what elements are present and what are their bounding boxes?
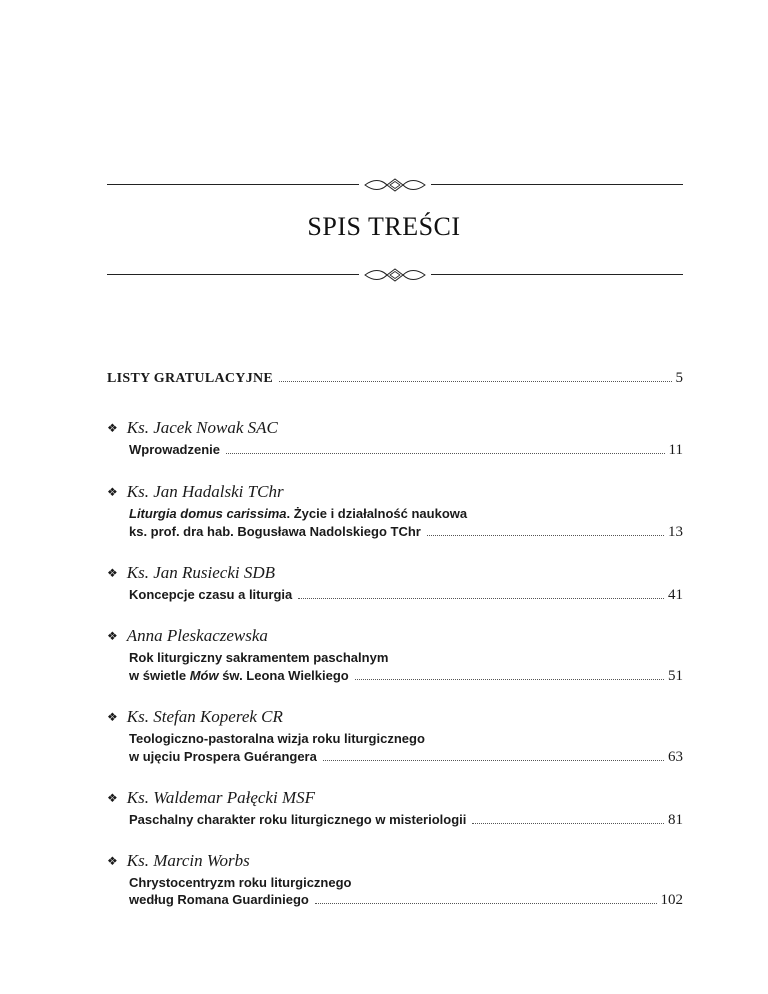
bottom-ornament: [107, 268, 683, 282]
toc-entry-listy[interactable]: [107, 370, 683, 387]
leader-dots: [298, 597, 664, 599]
diamond-bullet-icon: ❖: [107, 420, 118, 435]
entry-author: ❖ Ks. Marcin Worbs: [107, 851, 250, 870]
diamond-bullet-icon: ❖: [107, 790, 118, 805]
leader-dots: [315, 902, 657, 904]
page-number: 81: [668, 812, 683, 828]
leader-dots: [472, 822, 664, 824]
diamond-bullet-icon: ❖: [107, 565, 118, 580]
toc-entry[interactable]: [129, 749, 683, 766]
page-number: 11: [668, 442, 683, 458]
page-number: 5: [675, 370, 683, 386]
page-number: 13: [668, 524, 683, 540]
toc-entry[interactable]: [129, 587, 683, 604]
page-title: SPIS TREŚCI: [307, 212, 461, 241]
entry-title: Koncepcje czasu a liturgia: [129, 587, 293, 602]
entry-title-line2: według Romana Guardiniego: [129, 892, 309, 907]
diamond-bullet-icon: ❖: [107, 484, 118, 499]
leader-dots: [279, 380, 671, 382]
entry-title-line2: ks. prof. dra hab. Bogusława Nadolskiego TChr: [129, 524, 421, 539]
leader-dots: [323, 759, 664, 761]
entry-title-line2: w ujęciu Prospera Guérangera: [129, 749, 317, 764]
flourish-icon: [359, 268, 431, 282]
entry-title-line2: w świetle Mów św. Leona Wielkiego: [129, 668, 349, 683]
entry-title-line1: Chrystocentryzm roku liturgicznego: [129, 875, 352, 890]
toc-entry[interactable]: [129, 442, 683, 459]
diamond-bullet-icon: ❖: [107, 709, 118, 724]
entry-author: ❖ Ks. Stefan Koperek CR: [107, 707, 283, 726]
page-number: 41: [668, 587, 683, 603]
leader-dots: [427, 534, 664, 536]
toc-entry[interactable]: [129, 524, 683, 541]
entry-author: ❖ Ks. Jan Hadalski TChr: [107, 482, 284, 501]
page-number: 63: [668, 749, 683, 765]
entry-title-line1: Liturgia domus carissima. Życie i działalność naukowa: [129, 506, 468, 521]
entry-title-line1: Teologiczno-pastoralna wizja roku liturgicznego: [129, 731, 425, 746]
entry-title: Paschalny charakter roku liturgicznego w misteriologii: [129, 812, 467, 827]
entry-author: ❖ Anna Pleskaczewska: [107, 626, 268, 645]
leader-dots: [226, 452, 665, 454]
toc-entry[interactable]: [129, 812, 683, 829]
entry-author: ❖ Ks. Jan Rusiecki SDB: [107, 563, 276, 582]
entry-author: ❖ Ks. Waldemar Pałęcki MSF: [107, 788, 315, 807]
entry-author: ❖ Ks. Jacek Nowak SAC: [107, 418, 278, 437]
entry-title: Wprowadzenie: [129, 442, 221, 457]
diamond-bullet-icon: ❖: [107, 628, 118, 643]
leader-dots: [355, 678, 664, 680]
top-ornament: [107, 178, 683, 192]
entry-title-line1: Rok liturgiczny sakramentem paschalnym: [129, 650, 389, 665]
page-number: 102: [660, 892, 683, 908]
toc-entry[interactable]: [129, 892, 683, 909]
toc-label: LISTY GRATULACYJNE: [107, 371, 274, 386]
diamond-bullet-icon: ❖: [107, 853, 118, 868]
toc-entry[interactable]: [129, 668, 683, 685]
flourish-icon: [359, 178, 431, 192]
page-number: 51: [668, 668, 683, 684]
